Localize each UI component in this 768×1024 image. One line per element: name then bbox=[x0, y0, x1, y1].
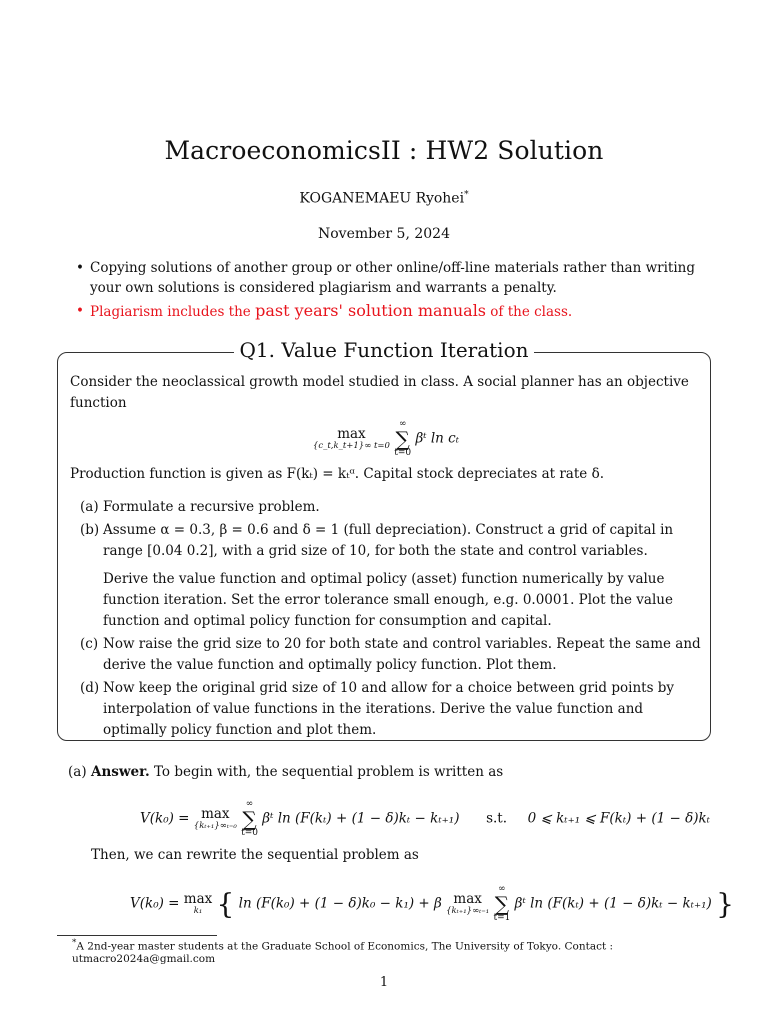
footnote bbox=[72, 938, 732, 965]
recursive-equation bbox=[130, 885, 734, 923]
sum-lower: t=1 bbox=[493, 913, 511, 923]
question-item-a bbox=[70, 497, 702, 518]
max-label: max bbox=[453, 891, 482, 908]
notice-text-emphasis: past years' solution manuals bbox=[255, 301, 487, 320]
sigma-icon: ∑ bbox=[395, 427, 410, 451]
page-number: 1 bbox=[379, 975, 389, 990]
sum-upper: ∞ bbox=[398, 419, 407, 429]
max-subscript: k₁ bbox=[193, 905, 203, 916]
question-title-text: Q1. Value Function Iteration bbox=[234, 338, 533, 362]
sequential-equation bbox=[140, 800, 710, 838]
answer-text: To begin with, the sequential problem is written as bbox=[149, 764, 504, 780]
eq1-constraint: 0 ⩽ kₜ₊₁ ⩽ F(kₜ) + (1 − δ)kₜ bbox=[527, 810, 710, 827]
question-body bbox=[70, 372, 702, 741]
item-label: (b) bbox=[80, 522, 100, 538]
question-item-d bbox=[70, 678, 702, 741]
notice-text-a: Plagiarism includes the bbox=[90, 304, 256, 320]
notice-text: Copying solutions of another group or other online/off-line materials rather than writing your own solutions is considered plagiarism and warrants a penalty. bbox=[90, 260, 696, 296]
bullet-icon: • bbox=[76, 303, 84, 319]
item-text: Assume α = 0.3, β = 0.6 and δ = 1 (full depreciation). Construct a grid of capital in range [0.04 0.2], with a grid size of 10, for both the state and control variables. bbox=[103, 522, 674, 559]
sigma-icon: ∑ bbox=[242, 807, 257, 831]
max-operator-inner bbox=[446, 892, 489, 915]
item-text: Now keep the original grid size of 10 and allow for a choice between grid points by interpolation of value functions in the iterations. Derive the value function and optimally policy function and plot them. bbox=[103, 680, 675, 738]
item-label: (c) bbox=[80, 636, 99, 652]
question-item-b bbox=[70, 520, 702, 562]
question-item-c bbox=[70, 634, 702, 676]
max-operator bbox=[194, 807, 237, 830]
question-item-b-continued: Derive the value function and optimal policy (asset) function numerically by value function iteration. Set the error tolerance small enough, e.g. 0.0001. Plot the value function and optimal policy function for consumption and capital. bbox=[103, 571, 673, 629]
item-label: (a) bbox=[80, 499, 99, 515]
notice-text-c: of the class. bbox=[486, 304, 573, 320]
production-text: Production function is given as F(kₜ) = kₜᵅ. Capital stock depreciates at rate δ. bbox=[70, 466, 604, 482]
left-brace-icon: { bbox=[216, 887, 235, 921]
notice-list bbox=[72, 258, 717, 325]
max-subscript: {kₜ₊₁}∞ₜ₌₁ bbox=[446, 905, 490, 916]
sum-lower: t=0 bbox=[241, 828, 258, 838]
notice-item-red bbox=[72, 301, 717, 322]
max-subscript: {c_t,k_t+1}∞ t=0 bbox=[312, 440, 390, 451]
answer-intro bbox=[68, 762, 712, 783]
item-text: Now raise the grid size to 20 for both state and control variables. Repeat the same and derive the value function and optimally policy function. Plot them. bbox=[103, 636, 701, 673]
item-text: Formulate a recursive problem. bbox=[103, 499, 320, 515]
author-footnote-mark: * bbox=[464, 190, 469, 200]
sum-operator bbox=[394, 420, 411, 458]
eq1-left: V(k₀) = bbox=[140, 810, 194, 827]
sum-operator bbox=[493, 885, 510, 923]
objective-equation bbox=[70, 420, 702, 458]
max-operator bbox=[313, 427, 390, 450]
author-name: KOGANEMAEU Ryohei bbox=[299, 190, 465, 207]
max-operator bbox=[184, 892, 212, 915]
author bbox=[0, 190, 768, 207]
item-label: (d) bbox=[80, 680, 100, 696]
eq1-body: βᵗ ln (F(kₜ) + (1 − δ)kₜ − kₜ₊₁) bbox=[262, 810, 460, 827]
eq1-st: s.t. bbox=[486, 810, 507, 827]
sum-upper: ∞ bbox=[245, 799, 254, 809]
sum-upper: ∞ bbox=[498, 884, 506, 894]
answer-bold: Answer. bbox=[91, 764, 150, 780]
sum-lower: t=0 bbox=[394, 448, 412, 458]
question-title bbox=[0, 338, 768, 362]
footnote-rule bbox=[57, 935, 217, 936]
sigma-icon: ∑ bbox=[494, 892, 510, 916]
date: November 5, 2024 bbox=[318, 226, 450, 242]
answer-label: (a) bbox=[68, 764, 87, 780]
bullet-icon: • bbox=[76, 260, 84, 276]
then-text: Then, we can rewrite the sequential problem as bbox=[91, 847, 419, 863]
objective-body: βᵗ ln cₜ bbox=[415, 430, 460, 447]
footnote-mark: * bbox=[72, 938, 77, 948]
sum-operator bbox=[241, 800, 258, 838]
footnote-text: A 2nd-year master students at the Graduate School of Economics, The University of Tokyo. Contact : utmacro2024a@gmail.com bbox=[72, 940, 614, 965]
eq2-body2: βᵗ ln (F(kₜ) + (1 − δ)kₜ − kₜ₊₁) bbox=[514, 895, 712, 912]
question-intro: Consider the neoclassical growth model studied in class. A social planner has an objective function bbox=[70, 374, 689, 411]
max-label: max bbox=[183, 891, 213, 908]
max-label: max bbox=[201, 806, 230, 823]
max-label: max bbox=[337, 426, 366, 443]
page-title: MacroeconomicsII : HW2 Solution bbox=[164, 136, 604, 165]
eq2-body1: ln (F(k₀) + (1 − δ)k₀ − k₁) + β bbox=[238, 895, 442, 912]
max-subscript: {kₜ₊₁}∞ₜ₌₀ bbox=[193, 820, 237, 831]
eq2-left: V(k₀) = bbox=[130, 895, 184, 912]
right-brace-icon: } bbox=[716, 887, 734, 921]
notice-item bbox=[72, 258, 717, 298]
